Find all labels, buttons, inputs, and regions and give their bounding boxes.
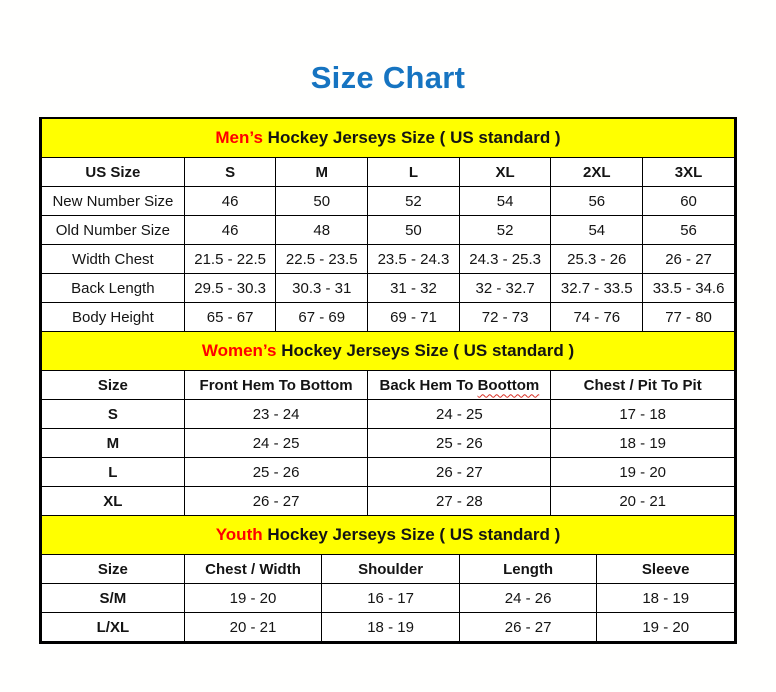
- mens-header-row: [42, 158, 735, 187]
- mens-section-title: [42, 119, 735, 158]
- column-header-cell: Length: [459, 555, 597, 584]
- row-label-cell: Back Length: [42, 274, 185, 303]
- value-cell: 33.5 - 34.6: [643, 274, 735, 303]
- value-cell: 54: [551, 216, 643, 245]
- value-cell: 32 - 32.7: [459, 274, 551, 303]
- value-cell: 24 - 25: [184, 429, 368, 458]
- table-row: [42, 187, 735, 216]
- row-label-cell: New Number Size: [42, 187, 185, 216]
- value-cell: 25.3 - 26: [551, 245, 643, 274]
- table-row: [42, 429, 735, 458]
- womens-band-highlight: Women’s: [201, 341, 277, 360]
- value-cell: 50: [368, 216, 460, 245]
- column-header-cell: S: [184, 158, 276, 187]
- value-cell: 65 - 67: [184, 303, 276, 332]
- value-cell: 18 - 19: [322, 613, 460, 642]
- value-cell: 19 - 20: [551, 458, 735, 487]
- mens-size-table: [41, 119, 735, 332]
- column-header-cell: 3XL: [643, 158, 735, 187]
- womens-header-row: [42, 371, 735, 400]
- row-label-cell: L: [42, 458, 185, 487]
- row-label-cell: Width Chest: [42, 245, 185, 274]
- page-title: Size Chart: [310, 60, 466, 95]
- value-cell: 17 - 18: [551, 400, 735, 429]
- value-cell: 31 - 32: [368, 274, 460, 303]
- value-cell: 18 - 19: [597, 584, 735, 613]
- column-header-text: Back Hem To: [379, 376, 474, 394]
- table-row: [42, 613, 735, 642]
- value-cell: 23.5 - 24.3: [368, 245, 460, 274]
- youth-band-text: Hockey Jerseys Size ( US standard ): [267, 525, 561, 544]
- value-cell: 18 - 19: [551, 429, 735, 458]
- value-cell: 24 - 26: [459, 584, 597, 613]
- row-label-cell: Body Height: [42, 303, 185, 332]
- value-cell: 25 - 26: [368, 429, 551, 458]
- value-cell: 52: [368, 187, 460, 216]
- value-cell: 20 - 21: [551, 487, 735, 516]
- womens-section-band: [42, 332, 735, 371]
- value-cell: 56: [643, 216, 735, 245]
- column-header-cell: XL: [459, 158, 551, 187]
- value-cell: 26 - 27: [368, 458, 551, 487]
- table-row: [42, 400, 735, 429]
- youth-size-table: [41, 516, 735, 642]
- value-cell: 16 - 17: [322, 584, 460, 613]
- value-cell: 52: [459, 216, 551, 245]
- misspelled-word: Boottom: [477, 376, 540, 394]
- value-cell: 19 - 20: [184, 584, 322, 613]
- value-cell: 27 - 28: [368, 487, 551, 516]
- table-row: [42, 458, 735, 487]
- youth-band-highlight: Youth: [215, 525, 263, 544]
- value-cell: 26 - 27: [459, 613, 597, 642]
- value-cell: 24 - 25: [368, 400, 551, 429]
- womens-section-title: [42, 332, 735, 371]
- value-cell: 46: [184, 216, 276, 245]
- column-header-cell: L: [368, 158, 460, 187]
- column-header-cell: M: [276, 158, 368, 187]
- value-cell: 50: [276, 187, 368, 216]
- table-row: [42, 245, 735, 274]
- value-cell: 30.3 - 31: [276, 274, 368, 303]
- value-cell: 69 - 71: [368, 303, 460, 332]
- value-cell: 48: [276, 216, 368, 245]
- value-cell: 72 - 73: [459, 303, 551, 332]
- value-cell: 60: [643, 187, 735, 216]
- column-header-cell: Size: [42, 371, 185, 400]
- column-header-cell: [368, 371, 551, 400]
- mens-band-highlight: Men’s: [215, 128, 263, 147]
- table-row: [42, 216, 735, 245]
- size-chart: [39, 117, 737, 644]
- row-label-cell: L/XL: [42, 613, 185, 642]
- column-header-cell: Chest / Pit To Pit: [551, 371, 735, 400]
- value-cell: 19 - 20: [597, 613, 735, 642]
- row-label-cell: M: [42, 429, 185, 458]
- value-cell: 21.5 - 22.5: [184, 245, 276, 274]
- value-cell: 26 - 27: [643, 245, 735, 274]
- table-row: [42, 487, 735, 516]
- value-cell: 32.7 - 33.5: [551, 274, 643, 303]
- value-cell: 23 - 24: [184, 400, 368, 429]
- value-cell: 26 - 27: [184, 487, 368, 516]
- value-cell: 46: [184, 187, 276, 216]
- column-header-cell: Front Hem To Bottom: [184, 371, 368, 400]
- womens-size-table: [41, 332, 735, 516]
- table-row: [42, 303, 735, 332]
- value-cell: 54: [459, 187, 551, 216]
- column-header-cell: 2XL: [551, 158, 643, 187]
- table-row: [42, 274, 735, 303]
- value-cell: 29.5 - 30.3: [184, 274, 276, 303]
- column-header-cell: Sleeve: [597, 555, 735, 584]
- row-label-cell: S/M: [42, 584, 185, 613]
- youth-section-band: [42, 516, 735, 555]
- column-header-cell: Size: [42, 555, 185, 584]
- table-row: [42, 584, 735, 613]
- value-cell: 24.3 - 25.3: [459, 245, 551, 274]
- column-header-cell: Chest / Width: [184, 555, 322, 584]
- value-cell: 67 - 69: [276, 303, 368, 332]
- value-cell: 25 - 26: [184, 458, 368, 487]
- value-cell: 22.5 - 23.5: [276, 245, 368, 274]
- value-cell: 20 - 21: [184, 613, 322, 642]
- mens-section-band: [42, 119, 735, 158]
- womens-band-text: Hockey Jerseys Size ( US standard ): [281, 341, 575, 360]
- value-cell: 56: [551, 187, 643, 216]
- mens-band-text: Hockey Jerseys Size ( US standard ): [267, 128, 561, 147]
- value-cell: 74 - 76: [551, 303, 643, 332]
- row-label-cell: Old Number Size: [42, 216, 185, 245]
- youth-header-row: [42, 555, 735, 584]
- column-header-cell: Shoulder: [322, 555, 460, 584]
- value-cell: 77 - 80: [643, 303, 735, 332]
- row-label-cell: XL: [42, 487, 185, 516]
- column-header-cell: US Size: [42, 158, 185, 187]
- youth-section-title: [42, 516, 735, 555]
- row-label-cell: S: [42, 400, 185, 429]
